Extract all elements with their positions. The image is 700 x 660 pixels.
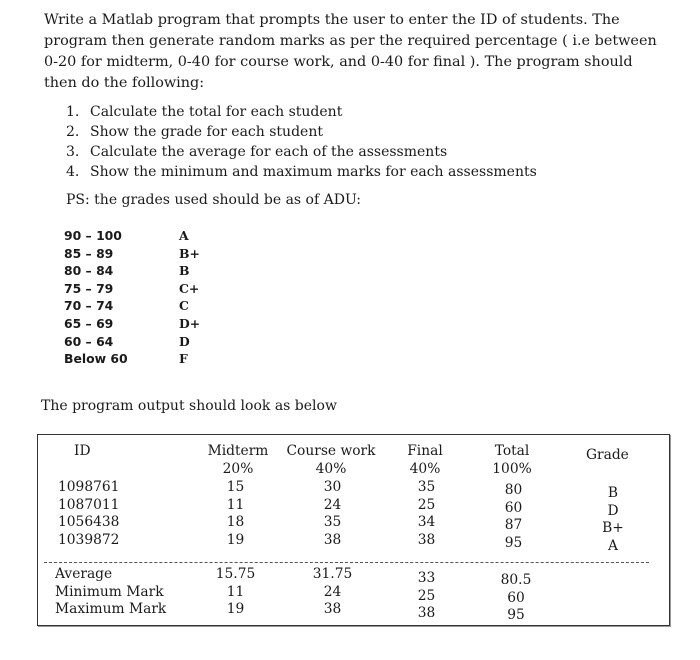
coursework-mark: 38 [323, 531, 342, 548]
grade-range: 65 – 69 [64, 315, 114, 331]
grade-range: Below 60 [64, 351, 128, 367]
grade-row [64, 262, 209, 280]
summary-total-value: 95 [507, 607, 525, 623]
summary-midterm-value: 11 [226, 583, 245, 600]
summary-label: Minimum Mark [55, 583, 164, 600]
grade-range: 80 – 84 [64, 263, 114, 279]
summary-coursework [305, 566, 360, 619]
summary-final-value: 25 [417, 587, 436, 604]
summary-total-value: 80.5 [500, 572, 532, 588]
grade-row [64, 333, 209, 351]
column-midterm [213, 479, 258, 549]
output-table [37, 434, 670, 626]
grade-letter: C [179, 298, 189, 314]
grade-range: 90 – 100 [64, 228, 122, 243]
task-list [66, 102, 537, 182]
summary-labels [55, 566, 166, 619]
grade-row [64, 227, 209, 245]
summary-midterm [208, 566, 263, 619]
grade-row [64, 315, 209, 333]
task-text: Show the grade for each student [90, 124, 323, 140]
grade-letter: C+ [179, 280, 200, 296]
header-grade: Grade [586, 447, 629, 463]
coursework-mark: 24 [323, 496, 342, 513]
table-divider [44, 562, 649, 563]
header-midterm-pct: 20% [222, 460, 254, 477]
header-midterm [198, 443, 278, 478]
header-final-label: Final [407, 443, 443, 459]
list-item [66, 102, 537, 122]
column-id [58, 479, 119, 549]
total-mark: 80 [504, 482, 523, 498]
column-total [491, 482, 536, 552]
grade-value: D [607, 502, 619, 519]
output-caption: The program output should look as below [41, 398, 337, 414]
final-mark: 35 [417, 479, 436, 495]
summary-final-value: 33 [417, 570, 436, 586]
task-number: 2. [66, 124, 80, 140]
summary-coursework-value: 31.75 [312, 566, 353, 582]
grade-note: PS: the grades used should be as of ADU: [66, 192, 361, 208]
total-mark: 60 [504, 499, 523, 516]
grade-row [64, 297, 209, 315]
grade-row [64, 245, 209, 263]
grade-scale [64, 227, 209, 368]
summary-midterm-value: 19 [226, 601, 245, 617]
grade-range: 70 – 74 [64, 298, 114, 314]
summary-coursework-value: 24 [323, 583, 342, 600]
task-number: 1. [66, 104, 80, 120]
final-mark: 25 [417, 496, 436, 513]
summary-label: Average [55, 566, 113, 582]
midterm-mark: 19 [226, 531, 245, 548]
header-total-label: Total [494, 443, 530, 459]
header-coursework-label: Course work [286, 443, 376, 459]
midterm-mark: 18 [226, 514, 245, 530]
header-final [400, 443, 450, 478]
list-item [66, 142, 537, 162]
grade-value: A [608, 537, 618, 554]
list-item [66, 122, 537, 142]
midterm-mark: 11 [226, 496, 245, 513]
header-total [487, 443, 537, 478]
student-id: 1056438 [58, 514, 120, 530]
grade-value: B+ [602, 520, 624, 536]
student-id: 1039872 [58, 531, 120, 548]
coursework-mark: 35 [323, 514, 342, 530]
task-number: 3. [66, 144, 80, 160]
total-mark: 95 [504, 534, 523, 551]
header-final-pct: 40% [409, 460, 441, 477]
grade-letter: B [179, 263, 190, 279]
student-id: 1098761 [58, 479, 120, 495]
summary-final-value: 38 [417, 605, 436, 621]
final-mark: 34 [417, 514, 436, 530]
summary-total [491, 572, 541, 625]
grade-range: 75 – 79 [64, 280, 114, 296]
grade-letter: F [179, 351, 188, 367]
grade-letter: A [179, 228, 189, 243]
final-mark: 38 [417, 531, 436, 548]
question-intro: Write a Matlab program that prompts the user to enter the ID of students. The program then generate random marks as per the required percentage ( i.e between 0-20 for midterm, 0-40 for course work, and 0-40 for final ). The program should then do the following: [44, 12, 657, 91]
header-id: ID [74, 443, 91, 459]
summary-midterm-value: 15.75 [215, 566, 256, 582]
header-coursework-pct: 40% [315, 460, 347, 477]
task-text: Calculate the total for each student [90, 104, 343, 120]
header-midterm-label: Midterm [207, 443, 269, 459]
grade-letter: D+ [179, 315, 201, 331]
column-coursework [310, 479, 355, 549]
grade-letter: D [179, 333, 190, 349]
task-number: 4. [66, 164, 80, 180]
grade-letter: B+ [179, 245, 200, 261]
grade-range: 85 – 89 [64, 245, 114, 261]
summary-total-value: 60 [507, 589, 525, 606]
header-coursework [281, 443, 381, 478]
header-total-pct: 100% [492, 460, 532, 477]
task-text: Show the minimum and maximum marks for each assessments [90, 164, 537, 180]
grade-value: B [607, 485, 619, 501]
summary-label: Maximum Mark [55, 601, 167, 617]
coursework-mark: 30 [323, 479, 342, 495]
list-item [66, 162, 537, 182]
midterm-mark: 15 [226, 479, 245, 495]
student-id: 1087011 [58, 496, 120, 513]
task-text: Calculate the average for each of the assessments [90, 144, 448, 160]
column-final [404, 479, 449, 549]
grade-row [64, 350, 209, 368]
grade-row [64, 280, 209, 298]
column-grade [593, 485, 633, 555]
grade-range: 60 – 64 [64, 333, 114, 349]
total-mark: 87 [504, 517, 523, 533]
summary-final [404, 570, 449, 623]
summary-coursework-value: 38 [323, 601, 342, 617]
